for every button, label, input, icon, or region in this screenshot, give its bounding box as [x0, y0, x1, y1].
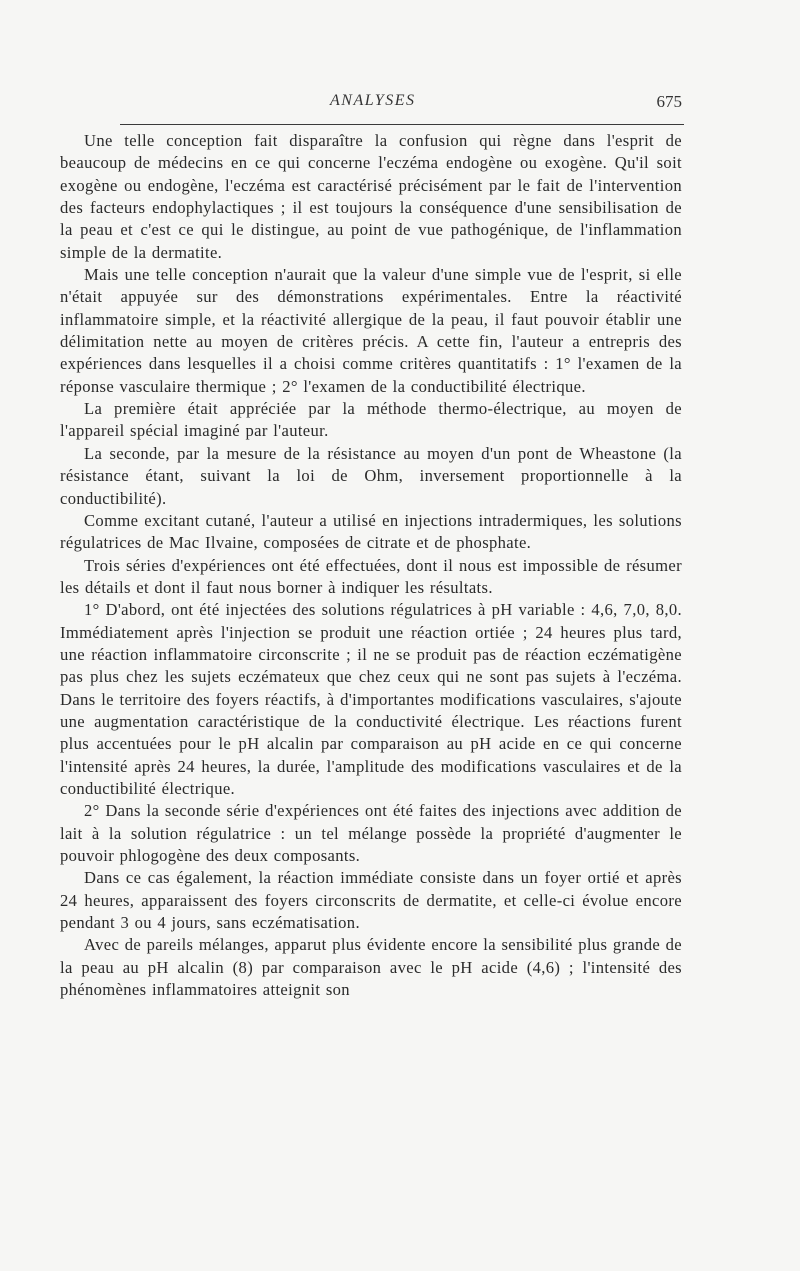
paragraph: Avec de pareils mélanges, apparut plus évidente encore la sensibilité plus grande de la peau au pH alcalin (8) par comparaison avec le pH acide (4,6) ; l'intensité des phénomènes inflammatoires atteignit son: [60, 935, 682, 1000]
paragraph: La première était appréciée par la méthode thermo-électrique, au moyen de l'appareil spécial imaginé par l'auteur.: [60, 399, 682, 441]
paragraph: 1° D'abord, ont été injectées des solutions régulatrices à pH variable : 4,6, 7,0, 8,0. Immédiatement après l'injection se produit une réaction ortiée ; 24 heures plus tard, une réaction inflammatoire circonscrite ; il ne se produit pas de réaction eczématigène pas plus chez les sujets eczémateux que chez ceux qui ne sont pas sujets à l'eczéma. Dans le territoire des foyers réactifs, à d'importantes modifications vasculaires, s'ajoute une augmentation caractéristique de la conductivité électrique. Les réactions furent plus accentuées pour le pH alcalin par comparaison au pH acide en ce qui concerne l'intensité après 24 heures, la durée, l'amplitude des modifications vasculaires et de la conductibilité électrique.: [60, 600, 682, 798]
paragraph: 2° Dans la seconde série d'expériences ont été faites des injections avec addition de lait à la solution régulatrice : un tel mélange possède la propriété d'augmenter le pouvoir phlogogène des deux composants.: [60, 801, 682, 865]
paragraph: Une telle conception fait disparaître la confusion qui règne dans l'esprit de beaucoup de médecins en ce qui concerne l'eczéma endogène ou exogène. Qu'il soit exogène ou endogène, l'eczéma est caractérisé précisément par le fait de l'intervention des facteurs endophylactiques ; il est toujours la conséquence d'une sensibilisation de la peau et c'est ce qui le distingue, au point de vue pathogénique, de l'inflammation simple de la dermatite.: [60, 131, 682, 262]
running-title: ANALYSES: [330, 92, 416, 109]
paragraph: Mais une telle conception n'aurait que la valeur d'une simple vue de l'esprit, si elle n'était appuyée sur des démonstrations expérimentales. Entre la réactivité inflammatoire simple, et la réactivité allergique de la peau, il faut pouvoir établir une délimitation nette au moyen de critères précis. A cette fin, l'auteur a entrepris des expériences dans lesquelles il a choisi comme critères quantitatifs : 1° l'examen de la réponse vasculaire thermique ; 2° l'examen de la conductibilité électrique.: [60, 265, 682, 396]
page-number: 675: [656, 92, 682, 111]
paragraph: Dans ce cas également, la réaction immédiate consiste dans un foyer ortié et après 24 heures, apparaissent des foyers circonscrits de dermatite, et celle-ci évolue encore pendant 3 ou 4 jours, sans eczématisation.: [60, 868, 682, 933]
paragraph: La seconde, par la mesure de la résistance au moyen d'un pont de Wheastone (la résistance étant, suivant la loi de Ohm, inversement proportionnelle à la conductibilité).: [60, 443, 682, 508]
running-head: [122, 92, 682, 116]
paragraph: Trois séries d'expériences ont été effectuées, dont il nous est impossible de résumer les détails et dont il faut nous borner à indiquer les résultats.: [60, 555, 682, 597]
header-rule: [120, 124, 684, 125]
paragraph: Comme excitant cutané, l'auteur a utilisé en injections intradermiques, les solutions régulatrices de Mac Ilvaine, composées de citrate et de phosphate.: [60, 510, 682, 553]
body-text: [60, 130, 682, 1001]
